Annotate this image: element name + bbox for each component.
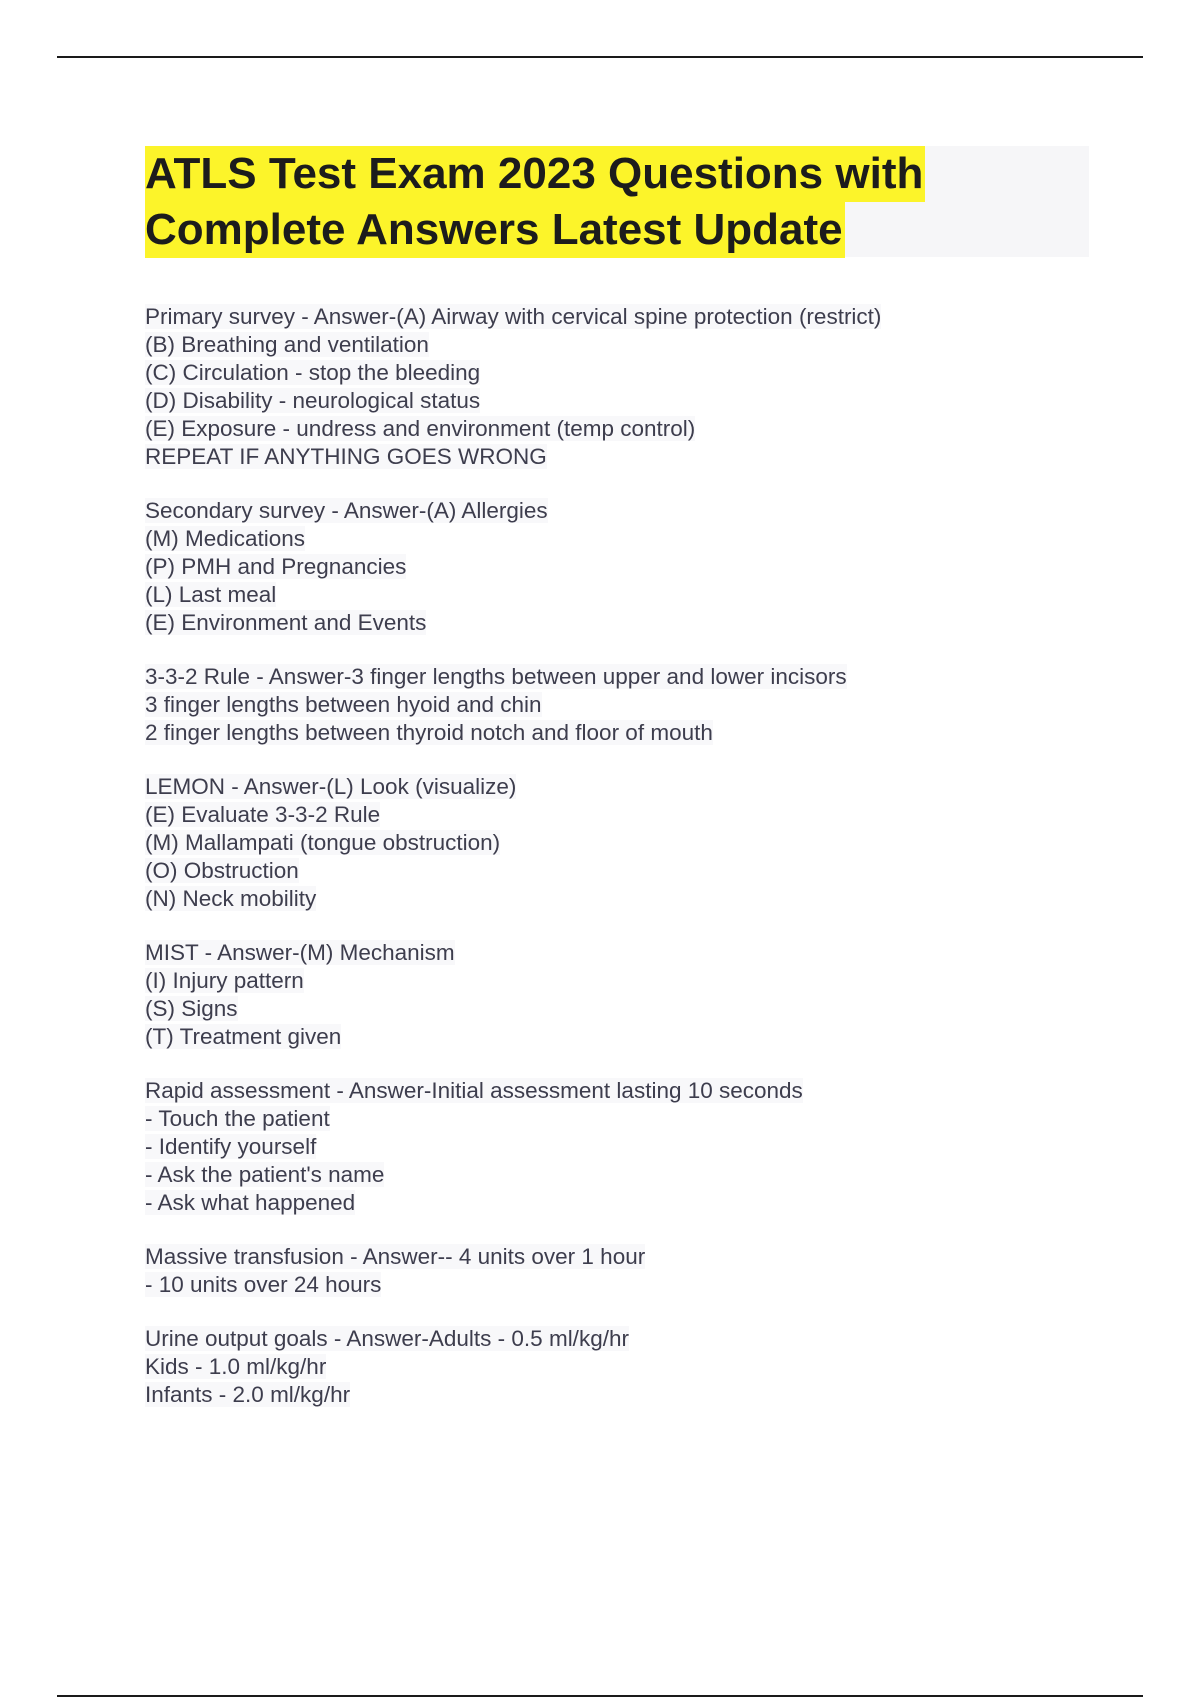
answer-line [145, 801, 1145, 829]
question-line [145, 1077, 1145, 1105]
line-text: (M) Medications [145, 526, 306, 551]
qa-item [145, 303, 1145, 471]
answer-line [145, 581, 1145, 609]
qa-item [145, 1325, 1145, 1409]
line-text: (S) Signs [145, 996, 238, 1021]
qa-item [145, 1077, 1145, 1217]
answer-line [145, 995, 1145, 1023]
line-text: REPEAT IF ANYTHING GOES WRONG [145, 444, 547, 469]
answer-line [145, 331, 1145, 359]
question-line [145, 663, 1145, 691]
answer-line [145, 857, 1145, 885]
qa-item [145, 939, 1145, 1051]
question-line [145, 939, 1145, 967]
line-text: (L) Last meal [145, 582, 277, 607]
line-text: (I) Injury pattern [145, 968, 304, 993]
answer-line [145, 1271, 1145, 1299]
answer-line [145, 967, 1145, 995]
line-text: MIST - Answer-(M) Mechanism [145, 940, 455, 965]
line-text: - Ask what happened [145, 1190, 356, 1215]
answer-line [145, 387, 1145, 415]
answer-line [145, 1023, 1145, 1051]
question-line [145, 303, 1145, 331]
title-line: ATLS Test Exam 2023 Questions with [145, 146, 925, 202]
answer-line [145, 691, 1145, 719]
question-line [145, 1325, 1145, 1353]
line-text: (T) Treatment given [145, 1024, 342, 1049]
line-text: (D) Disability - neurological status [145, 388, 481, 413]
line-text: Rapid assessment - Answer-Initial assessment lasting 10 seconds [145, 1078, 803, 1103]
answer-line [145, 1105, 1145, 1133]
qa-item [145, 773, 1145, 913]
line-text: 3-3-2 Rule - Answer-3 finger lengths between upper and lower incisors [145, 664, 847, 689]
question-line [145, 773, 1145, 801]
answer-line [145, 1133, 1145, 1161]
answer-line [145, 885, 1145, 913]
question-line [145, 497, 1145, 525]
line-text: 2 finger lengths between thyroid notch and floor of mouth [145, 720, 713, 745]
line-text: 3 finger lengths between hyoid and chin [145, 692, 542, 717]
line-text: LEMON - Answer-(L) Look (visualize) [145, 774, 517, 799]
line-text: (M) Mallampati (tongue obstruction) [145, 830, 501, 855]
answer-line [145, 415, 1145, 443]
line-text: (P) PMH and Pregnancies [145, 554, 407, 579]
line-text: Secondary survey - Answer-(A) Allergies [145, 498, 548, 523]
footer-rule [57, 1695, 1143, 1697]
line-text: - Ask the patient's name [145, 1162, 385, 1187]
line-text: (C) Circulation - stop the bleeding [145, 360, 481, 385]
header-rule [57, 56, 1143, 58]
line-text: Primary survey - Answer-(A) Airway with cervical spine protection (restrict) [145, 304, 882, 329]
qa-item [145, 497, 1145, 637]
answer-line [145, 1353, 1145, 1381]
line-text: (B) Breathing and ventilation [145, 332, 429, 357]
document-title [145, 146, 925, 258]
question-answer-list [145, 303, 1145, 1435]
line-text: (N) Neck mobility [145, 886, 317, 911]
line-text: Kids - 1.0 ml/kg/hr [145, 1354, 327, 1379]
line-text: Massive transfusion - Answer-- 4 units over 1 hour [145, 1244, 646, 1269]
answer-line [145, 1189, 1145, 1217]
line-text: (E) Evaluate 3-3-2 Rule [145, 802, 381, 827]
qa-item [145, 1243, 1145, 1299]
line-text: - Touch the patient [145, 1106, 330, 1131]
line-text: Infants - 2.0 ml/kg/hr [145, 1382, 351, 1407]
line-text: Urine output goals - Answer-Adults - 0.5 ml/kg/hr [145, 1326, 629, 1351]
question-line [145, 1243, 1145, 1271]
answer-line [145, 553, 1145, 581]
title-line: Complete Answers Latest Update [145, 202, 845, 258]
answer-line [145, 829, 1145, 857]
answer-line [145, 525, 1145, 553]
line-text: (E) Environment and Events [145, 610, 427, 635]
line-text: (O) Obstruction [145, 858, 299, 883]
answer-line [145, 609, 1145, 637]
line-text: - 10 units over 24 hours [145, 1272, 382, 1297]
qa-item [145, 663, 1145, 747]
answer-line [145, 1161, 1145, 1189]
line-text: (E) Exposure - undress and environment (temp control) [145, 416, 696, 441]
answer-line [145, 443, 1145, 471]
answer-line [145, 359, 1145, 387]
answer-line [145, 719, 1145, 747]
line-text: - Identify yourself [145, 1134, 317, 1159]
answer-line [145, 1381, 1145, 1409]
